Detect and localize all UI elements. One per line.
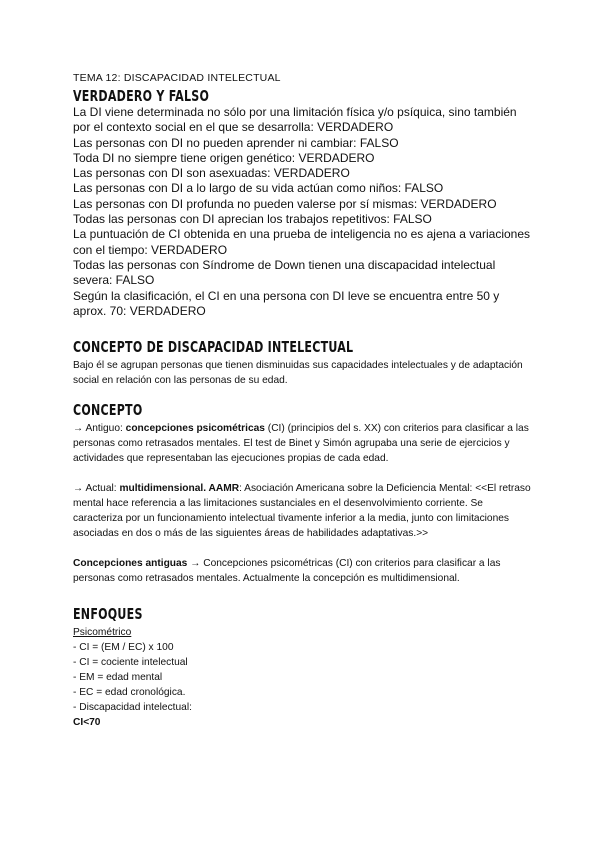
paragraph-antiguo [73,421,533,466]
paragraph-concepto-di: Bajo él se agrupan personas que tienen disminuidas sus capacidades intelectuales y de adaptación social en relación con las personas de su edad. [73,360,523,387]
list-item: La puntuación de CI obtenida en una prueba de inteligencia no es ajena a variaciones con el tiempo: VERDADERO [73,227,531,257]
section-heading-vf: VERDADERO Y FALSO [73,87,210,105]
ci-threshold [73,715,533,730]
paragraph-actual [73,481,533,541]
list-item: Según la clasificación, el CI en una persona con DI leve se encuentra entre 50 y aprox. 70: VERDADERO [73,288,500,318]
antiguas-rest: → Concepciones psicométricas (CI) con criterios para clasificar a las personas como retrasados mentales. Actualmente la concepción es multidimensional. [73,558,501,585]
antiguo-bold: concepciones psicométricas [125,423,265,435]
list-item: Todas las personas con DI aprecian los trabajos repetitivos: FALSO [73,212,432,227]
actual-bold: multidimensional. AAMR [119,483,240,495]
list-item: Las personas con DI no pueden aprender ni cambiar: FALSO [73,135,399,150]
true-false-list [73,105,533,319]
list-item: Las personas con DI son asexuadas: VERDADERO [73,166,350,181]
list-item: Todas las personas con Síndrome de Down tienen una discapacidad intelectual severa: FALSO [73,257,496,288]
actual-prefix: → Actual: [73,483,120,495]
antiguas-bold: Concepciones antiguas [73,558,188,570]
enfoques-subtitle [73,625,533,640]
ci-threshold-value: CI<70 [73,717,101,729]
list-item: Toda DI no siempre tiene origen genético: VERDADERO [73,150,375,165]
list-item: - CI = (EM / EC) x 100 [73,642,174,654]
paragraph-concepciones-antiguas [73,556,533,586]
document-content [73,72,533,730]
psicometrico-label: Psicométrico [73,627,132,639]
list-item: - EC = edad cronológica. [73,687,186,699]
section-heading-concepto: CONCEPTO [73,401,143,420]
topic-title: TEMA 12: DISCAPACIDAD INTELECTUAL [73,72,281,84]
section-heading-enfoques: ENFOQUES [73,605,143,624]
antiguo-prefix: → Antiguo: [73,423,126,435]
antiguo-rest: (CI) (principios del s. XX) con criterios para clasificar a las personas como retrasados mentales. El test de Binet y Simón agrupaba una serie de ejercicios y actividades que representaban las ejecuciones propias de cada edad. [73,423,529,465]
actual-rest: : Asociación Americana sobre la Deficiencia Mental: <<El retraso mental hace referencia a las limitaciones sustanciales en el desenvolvimiento corriente. Se caracteriza por un funcionamiento intelectual tivamente inferior a la media, junto con limitaciones asociadas en dos o más de las siguientes áreas de habilidades adaptativas.>> [73,483,531,540]
section-heading-concepto-di: CONCEPTO DE DISCAPACIDAD INTELECTUAL [73,338,354,357]
list-item: - CI = cociente intelectual [73,657,188,669]
list-item: Las personas con DI profunda no pueden valerse por sí mismas: VERDADERO [73,196,497,211]
list-item: - EM = edad mental [73,672,163,684]
list-item: La DI viene determinada no sólo por una limitación física y/o psíquica, sino también por el contexto social en el que se desarrolla: VERDADERO [73,105,517,135]
list-item: Las personas con DI a lo largo de su vida actúan como niños: FALSO [73,181,444,196]
list-item: - Discapacidad intelectual: [73,702,192,714]
